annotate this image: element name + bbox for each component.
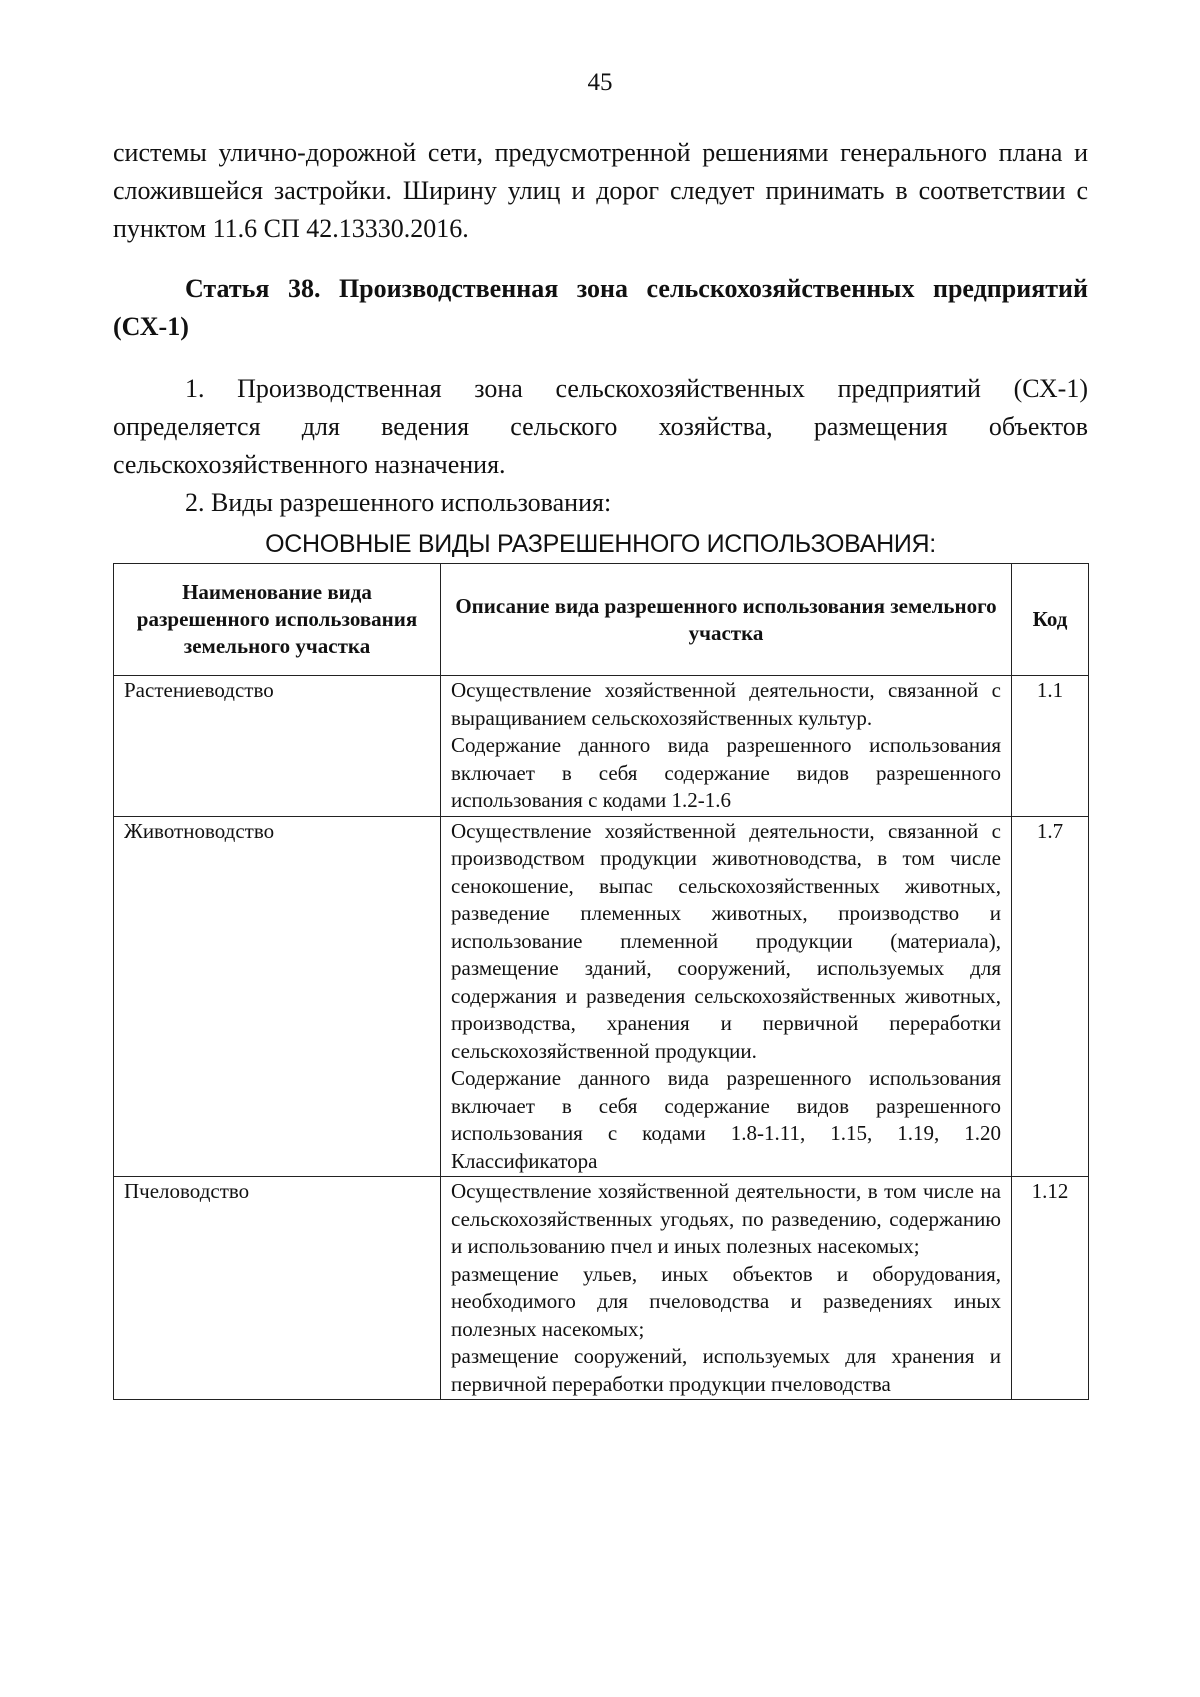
row-description: [441, 816, 1012, 1177]
row-description: [441, 1177, 1012, 1400]
article-paragraph-1: 1. Производственная зона сельскохозяйственных предприятий (СХ-1) определяется для ведения сельского хозяйства, размещения объектов сельскохозяйственного назначения.: [113, 374, 1088, 479]
description-paragraph: Содержание данного вида разрешенного использования включает в себя содержание видов разрешенного использования с кодами 1.8-1.11, 1.15, 1.19, 1.20 Классификатора: [451, 1066, 1001, 1173]
description-paragraph: Содержание данного вида разрешенного использования включает в себя содержание видов разрешенного использования с кодами 1.2-1.6: [451, 733, 1001, 812]
row-description: [441, 676, 1012, 817]
table-row: [114, 676, 1089, 817]
row-name: Растениеводство: [114, 676, 441, 817]
row-name: Пчеловодство: [114, 1177, 441, 1400]
description-paragraph: Осуществление хозяйственной деятельности, связанной с выращиванием сельскохозяйственных культур.: [451, 678, 1001, 730]
article-heading: Статья 38. Производственная зона сельскохозяйственных предприятий (СХ-1): [113, 274, 1088, 341]
header-description: Описание вида разрешенного использования земельного участка: [441, 564, 1012, 676]
row-code: 1.1: [1012, 676, 1089, 817]
table-row: [114, 816, 1089, 1177]
header-code: Код: [1012, 564, 1089, 676]
row-code: 1.12: [1012, 1177, 1089, 1400]
table-caption: ОСНОВНЫЕ ВИДЫ РАЗРЕШЕННОГО ИСПОЛЬЗОВАНИЯ:: [265, 530, 936, 558]
description-paragraph: Осуществление хозяйственной деятельности, связанной с производством продукции животноводства, в том числе сенокошение, выпас сельскохозяйственных животных, разведение племенных животных, производство и использование племенной продукции (материала), размещение зданий, сооружений, используемых для содержания и разведения сельскохозяйственных животных, производства, хранения и первичной переработки сельскохозяйственной продукции.: [451, 818, 1001, 1063]
row-code: 1.7: [1012, 816, 1089, 1177]
description-paragraph: Осуществление хозяйственной деятельности, в том числе на сельскохозяйственных угодьях, по разведению, содержанию и использованию пчел и иных полезных насекомых;: [451, 1179, 1001, 1258]
description-paragraph: размещение сооружений, используемых для хранения и первичной переработки продукции пчеловодства: [451, 1344, 1001, 1396]
table-header-row: [114, 564, 1089, 676]
page-number: 45: [587, 69, 613, 96]
header-name: Наименование вида разрешенного использования земельного участка: [114, 564, 441, 676]
description-paragraph: размещение ульев, иных объектов и оборудования, необходимого для пчеловодства и разведениях иных полезных насекомых;: [451, 1261, 1001, 1341]
article-paragraph-2: 2. Виды разрешенного использования:: [185, 488, 612, 517]
table-row: [114, 1177, 1089, 1400]
permitted-uses-table: [113, 563, 1089, 1400]
intro-paragraph: системы улично-дорожной сети, предусмотренной решениями генерального плана и сложившейся застройки. Ширину улиц и дорог следует принимать в соответствии с пунктом 11.6 СП 42.13330.2016.: [113, 138, 1088, 243]
row-name: Животноводство: [114, 816, 441, 1177]
